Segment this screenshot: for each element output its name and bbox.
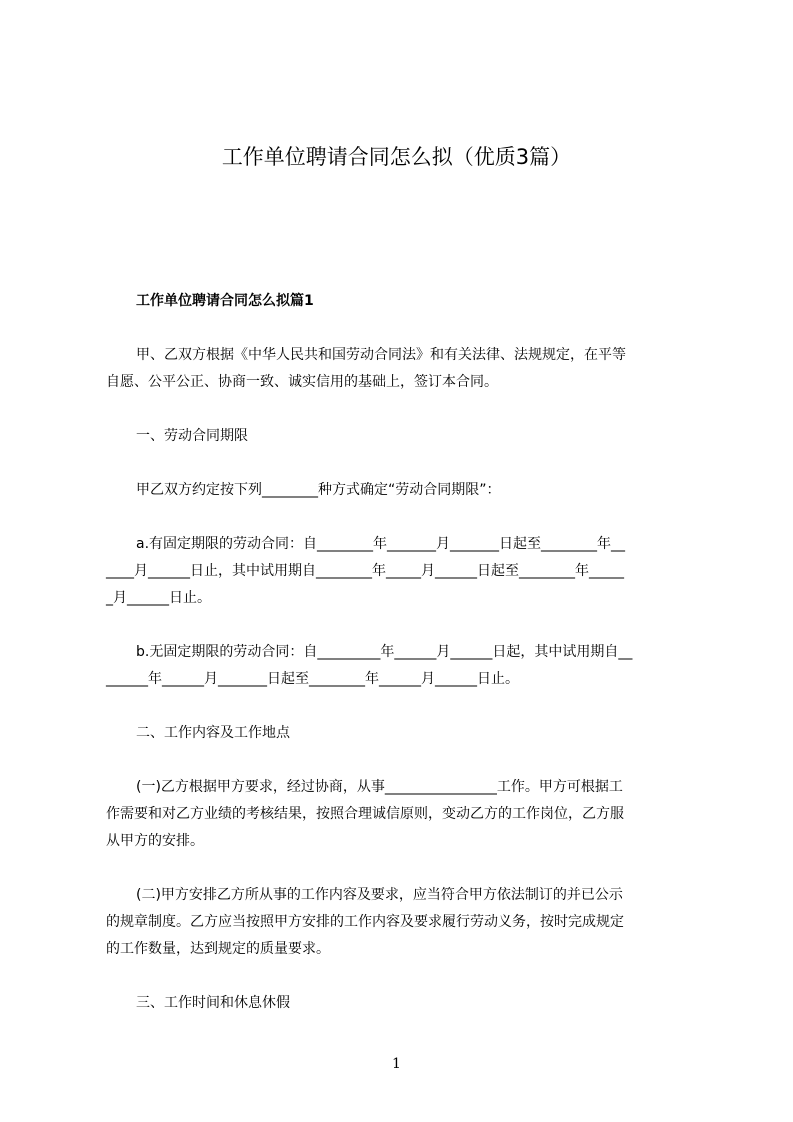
paragraph-line: 作需要和对乙方业绩的考核结果，按照合理诚信原则，变动乙方的工作岗位，乙方服 — [106, 806, 624, 822]
section-title-hours: 三、工作时间和休息休假 — [136, 995, 290, 1011]
paragraph-line: 从甲方的安排。 — [106, 833, 204, 849]
document-title: 工作单位聘请合同怎么拟（优质3篇） — [221, 145, 572, 169]
paragraph-line: (一)乙方根据甲方要求，经过协商，从事________________工作。甲方可根据工 — [136, 779, 623, 795]
paragraph-line: ______年______月_______日起至________年______月______日止。 — [106, 671, 519, 687]
section-title-term: 一、劳动合同期限 — [136, 428, 248, 444]
paragraph-line: 的工作数量，达到规定的质量要求。 — [106, 941, 330, 957]
page-number: 1 — [392, 1056, 401, 1072]
paragraph-line: _月______日止。 — [106, 590, 211, 606]
section-heading: 工作单位聘请合同怎么拟篇1 — [136, 293, 314, 309]
paragraph-line: 的规章制度。乙方应当按照甲方安排的工作内容及要求履行劳动义务，按时完成规定 — [106, 914, 624, 930]
paragraph-line: 甲乙双方约定按下列________种方式确定“劳动合同期限”： — [136, 482, 501, 498]
paragraph-line: 甲、乙双方根据《中华人民共和国劳动合同法》和有关法律、法规规定，在平等 — [136, 347, 626, 363]
paragraph-line: a.有固定期限的劳动合同：自________年_______月_______日起至________年__ — [136, 536, 626, 552]
paragraph-line: (二)甲方安排乙方所从事的工作内容及要求，应当符合甲方依法制订的并已公示 — [136, 887, 623, 903]
paragraph-line: 自愿、公平公正、协商一致、诚实信用的基础上，签订本合同。 — [106, 374, 498, 390]
paragraph-line: ____月______日止，其中试用期自________年_____月______日起至________年_____ — [106, 563, 624, 579]
paragraph-line: b.无固定期限的劳动合同：自_________年______月______日起，其中试用期自__ — [136, 644, 633, 660]
section-title-work: 二、工作内容及工作地点 — [136, 725, 290, 741]
